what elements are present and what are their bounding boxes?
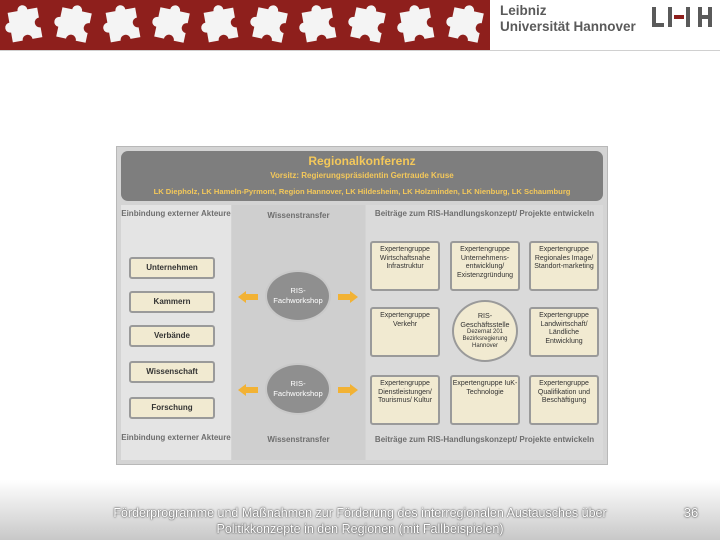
- puzzle-piece-icon: [100, 2, 146, 48]
- center-title: RIS-Geschäftsstelle: [460, 311, 510, 329]
- left-head-bottom: Einbindung externer Akteure: [121, 433, 231, 442]
- center-subtitle: Dezernat 201 Bezirksregierung Hannover: [462, 329, 508, 349]
- arrow-left-icon: [238, 291, 258, 303]
- slide-footer: [0, 480, 720, 540]
- expert-group-box: Expertengruppe Dienstleistungen/ Tourismus/ Kultur: [370, 375, 440, 425]
- ris-fachworkshop-top: RIS-Fachworkshop: [265, 270, 331, 322]
- regionalkonferenz-header: [121, 151, 603, 201]
- ris-geschaeftsstelle: [452, 300, 518, 362]
- column-ris-contributions: [366, 205, 603, 460]
- page-number: 36: [683, 505, 699, 520]
- expert-group-box: Expertengruppe Qualifikation und Beschäftigung: [529, 375, 599, 425]
- header-divider: [0, 50, 720, 51]
- puzzle-piece-icon: [443, 2, 489, 48]
- expert-group-box: Expertengruppe Verkehr: [370, 307, 440, 357]
- puzzle-piece-icon: [51, 2, 97, 48]
- column-external-actors: [121, 205, 231, 460]
- mid-head-top: Wissenstransfer: [267, 211, 330, 220]
- logo-line-2: Universität Hannover: [500, 19, 636, 34]
- puzzle-piece-icon: [2, 2, 48, 48]
- ris-fachworkshop-bottom: RIS-Fachworkshop: [265, 363, 331, 415]
- right-head-bottom: Beiträge zum RIS-Handlungskonzept/ Projekte entwickeln: [374, 435, 595, 444]
- actor-box: Forschung: [129, 397, 215, 419]
- actor-box: Wissenschaft: [129, 361, 215, 383]
- arrow-right-icon: [338, 291, 358, 303]
- diagram-chair: Vorsitz: Regierungspräsidentin Gertraude Kruse: [270, 171, 454, 180]
- regionalkonferenz-diagram: [116, 146, 608, 465]
- header-banner: [0, 0, 720, 50]
- footer-caption: Förderprogramme und Maßnahmen zur Förderung des interregionalen Austausches über Politikkonzepte in den Regionen (mit Fallbeispielen): [113, 506, 607, 536]
- actor-box: Kammern: [129, 291, 215, 313]
- diagram-title: Regionalkonferenz: [308, 154, 416, 168]
- luh-logo-icon: [652, 7, 714, 27]
- expert-group-box: Expertengruppe Unternehmens-entwicklung/ Existenzgründung: [450, 241, 520, 291]
- expert-group-box: Expertengruppe Landwirtschaft/ Ländliche Entwicklung: [529, 307, 599, 357]
- diagram-districts: LK Diepholz, LK Hameln-Pyrmont, Region Hannover, LK Hildesheim, LK Holzminden, LK Nienburg, LK Schaumburg: [153, 187, 571, 196]
- column-knowledge-transfer: [232, 205, 365, 460]
- puzzle-pattern-banner: [0, 0, 490, 50]
- university-logo: [492, 0, 720, 50]
- arrow-right-icon: [338, 384, 358, 396]
- left-head-top: Einbindung externer Akteure: [121, 209, 231, 218]
- puzzle-piece-icon: [296, 2, 342, 48]
- actor-box: Verbände: [129, 325, 215, 347]
- puzzle-piece-icon: [394, 2, 440, 48]
- mid-head-bottom: Wissenstransfer: [267, 435, 330, 444]
- arrow-left-icon: [238, 384, 258, 396]
- logo-line-1: Leibniz: [500, 3, 547, 18]
- expert-group-box: Expertengruppe Wirtschaftsnahe Infrastruktur: [370, 241, 440, 291]
- right-head-top: Beiträge zum RIS-Handlungskonzept/ Projekte entwickeln: [374, 209, 595, 218]
- puzzle-piece-icon: [247, 2, 293, 48]
- puzzle-piece-icon: [345, 2, 391, 48]
- puzzle-piece-icon: [149, 2, 195, 48]
- actor-box: Unternehmen: [129, 257, 215, 279]
- expert-group-box: Expertengruppe Regionales Image/ Standort-marketing: [529, 241, 599, 291]
- expert-group-box: Expertengruppe IuK-Technologie: [450, 375, 520, 425]
- puzzle-piece-icon: [198, 2, 244, 48]
